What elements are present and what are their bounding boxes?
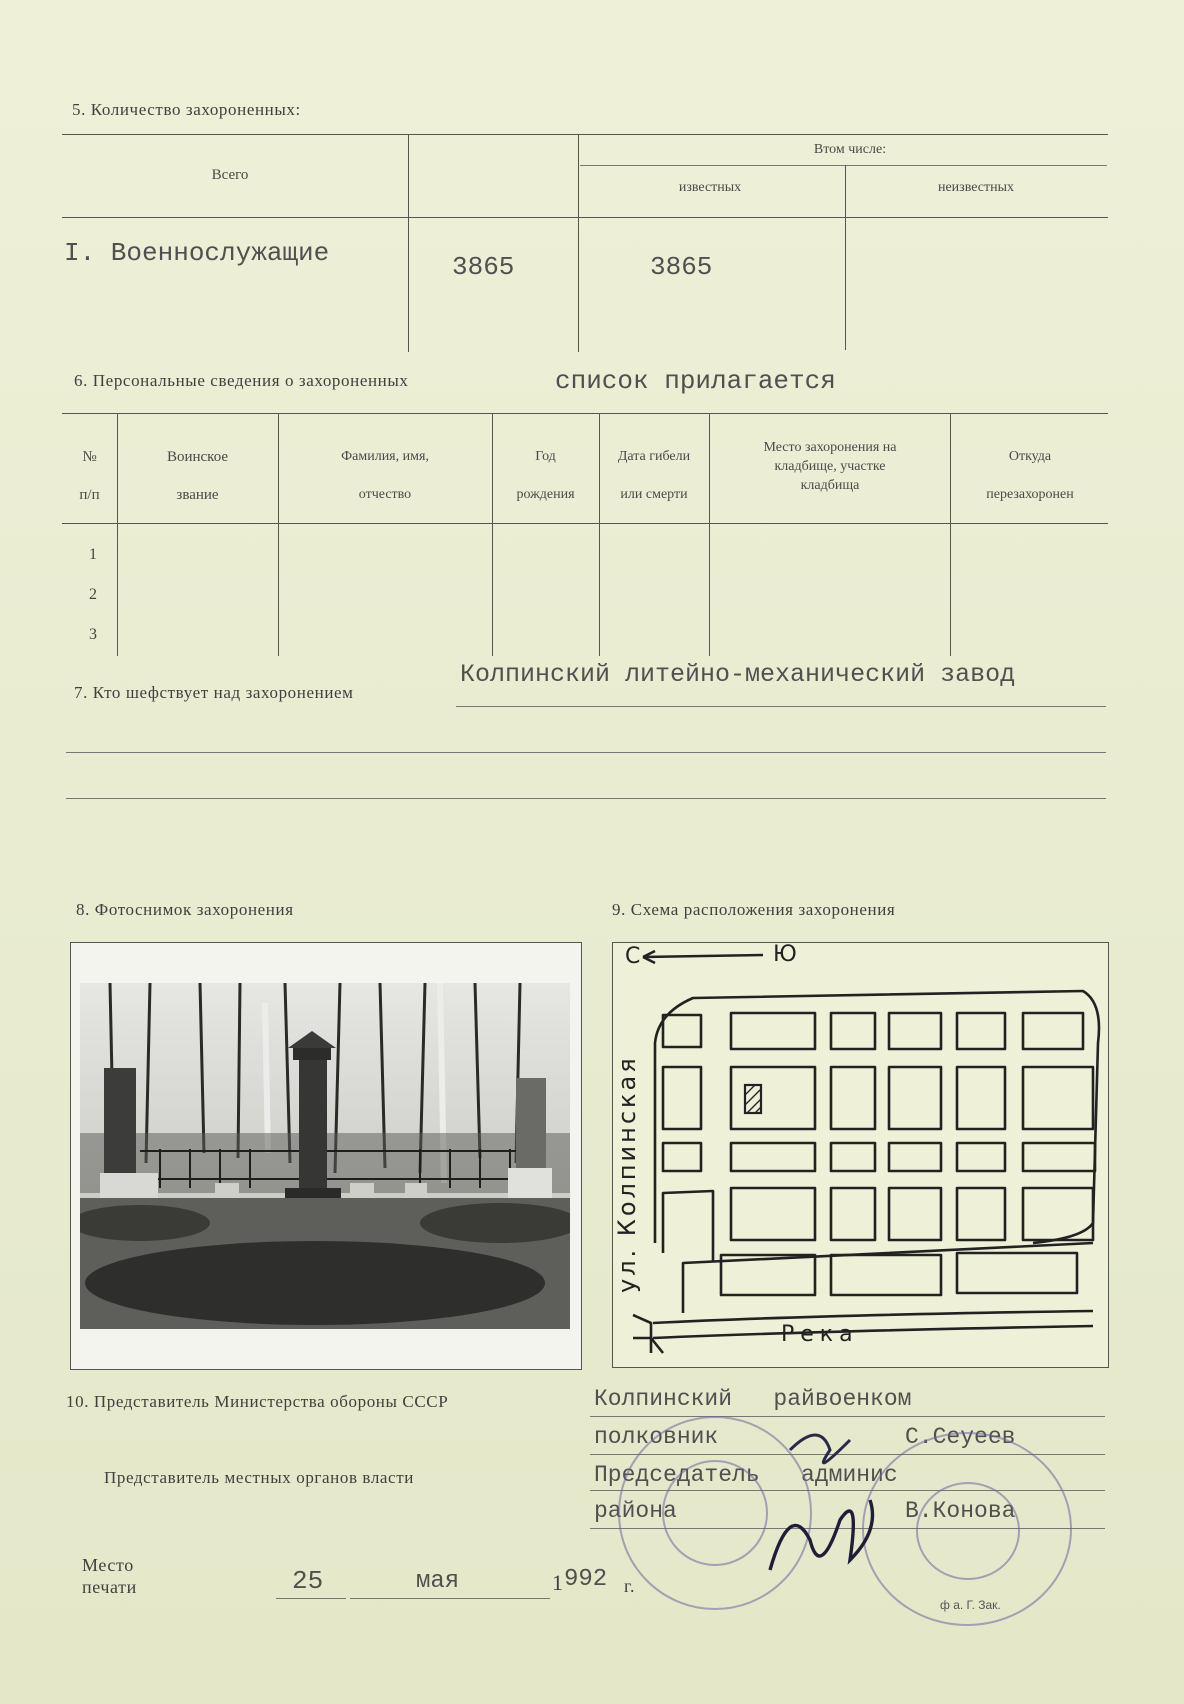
local-rep-line2: района xyxy=(594,1498,677,1524)
table5-col-divider xyxy=(845,165,846,350)
memorial-photo-image xyxy=(80,983,570,1329)
official-stamp-right-inner xyxy=(916,1482,1020,1580)
header-rank: Воинское звание xyxy=(166,449,229,503)
date-year-suffix: г. xyxy=(624,1576,636,1596)
patron-underline xyxy=(456,706,1106,707)
table5-col-divider xyxy=(578,134,579,352)
section6-title: 6. Персональные сведения о захороненных xyxy=(74,371,409,390)
section5-title: 5. Количество захороненных: xyxy=(72,100,301,119)
header-name: Фамилия, имя, отчество xyxy=(341,449,429,502)
section8-title: 8. Фотоснимок захоронения xyxy=(76,900,294,919)
row-number: 3 xyxy=(89,626,97,643)
row-total-value: 3865 xyxy=(452,252,515,282)
date-year: 992 xyxy=(564,1566,608,1593)
street-label: ул. Колпинская xyxy=(613,1055,641,1293)
date-year-prefix: 1 xyxy=(552,1570,564,1595)
section7-title: 7. Кто шефствует над захоронением xyxy=(74,683,354,702)
section9-title: 9. Схема расположения захоронения xyxy=(612,900,896,919)
table5-header-rule xyxy=(62,217,1108,218)
local-rep-name: В.Конова xyxy=(905,1498,1016,1524)
mo-rep-line1: Колпинский райвоенком xyxy=(594,1386,912,1412)
local-rep-line1: Председатель админис xyxy=(594,1462,898,1488)
row-number: 1 xyxy=(89,546,97,563)
north-label: С xyxy=(625,944,641,969)
header-burial-place: Место захоронения на кладбище, участке кладбища xyxy=(763,440,897,493)
local-rep-title: Представитель местных органов власти xyxy=(104,1468,414,1487)
mo-rep-name: С.Сеуеев xyxy=(905,1424,1016,1450)
header-origin: Откуда перезахоронен xyxy=(986,449,1074,502)
patron-blank-line xyxy=(66,752,1106,753)
col-incl-header: Втом числе: xyxy=(813,142,887,157)
col-known-header: известных xyxy=(678,180,742,195)
table6-col-divider xyxy=(709,413,710,656)
header-death-date: Дата гибели или смерти xyxy=(617,449,691,502)
date-month: мая xyxy=(416,1568,460,1595)
date-day: 25 xyxy=(292,1566,324,1596)
table6-top-rule xyxy=(62,413,1108,414)
patron-blank-line xyxy=(66,798,1106,799)
location-map xyxy=(613,943,1108,1367)
row-number: 2 xyxy=(89,586,97,603)
signature-marks xyxy=(740,1410,920,1600)
river-label: Река xyxy=(781,1322,859,1347)
header-birth-year: Год рождения xyxy=(516,449,575,502)
row-known-value: 3865 xyxy=(650,252,713,282)
row-label-military: I. Военнослужащие xyxy=(64,238,330,268)
burial-photo-frame xyxy=(70,942,582,1370)
col-unknown-header: неизвестных xyxy=(937,180,1015,195)
stamp-place-label: Место печати xyxy=(82,1555,137,1597)
section10-title: 10. Представитель Министерства обороны СССР xyxy=(66,1392,449,1411)
mo-rep-line2: полковник xyxy=(594,1424,719,1450)
col-total-header: Всего xyxy=(211,167,249,183)
date-month-underline xyxy=(350,1598,550,1599)
location-map-frame xyxy=(612,942,1109,1368)
table5-sub-rule xyxy=(580,165,1107,166)
patron-value: Колпинский литейно-механический завод xyxy=(460,660,1016,689)
print-mark: ф а. Г. Зак. xyxy=(940,1598,1001,1612)
table6-header-rule xyxy=(62,523,1108,524)
table5-top-rule xyxy=(62,134,1108,135)
burial-photo xyxy=(80,983,570,1329)
date-day-underline xyxy=(276,1598,346,1599)
south-label: Ю xyxy=(773,943,797,967)
table6-col-divider xyxy=(950,413,951,656)
header-num: № п/п xyxy=(79,449,100,503)
section6-typed-note: список прилагается xyxy=(555,366,836,396)
table5-col-divider xyxy=(408,134,409,352)
